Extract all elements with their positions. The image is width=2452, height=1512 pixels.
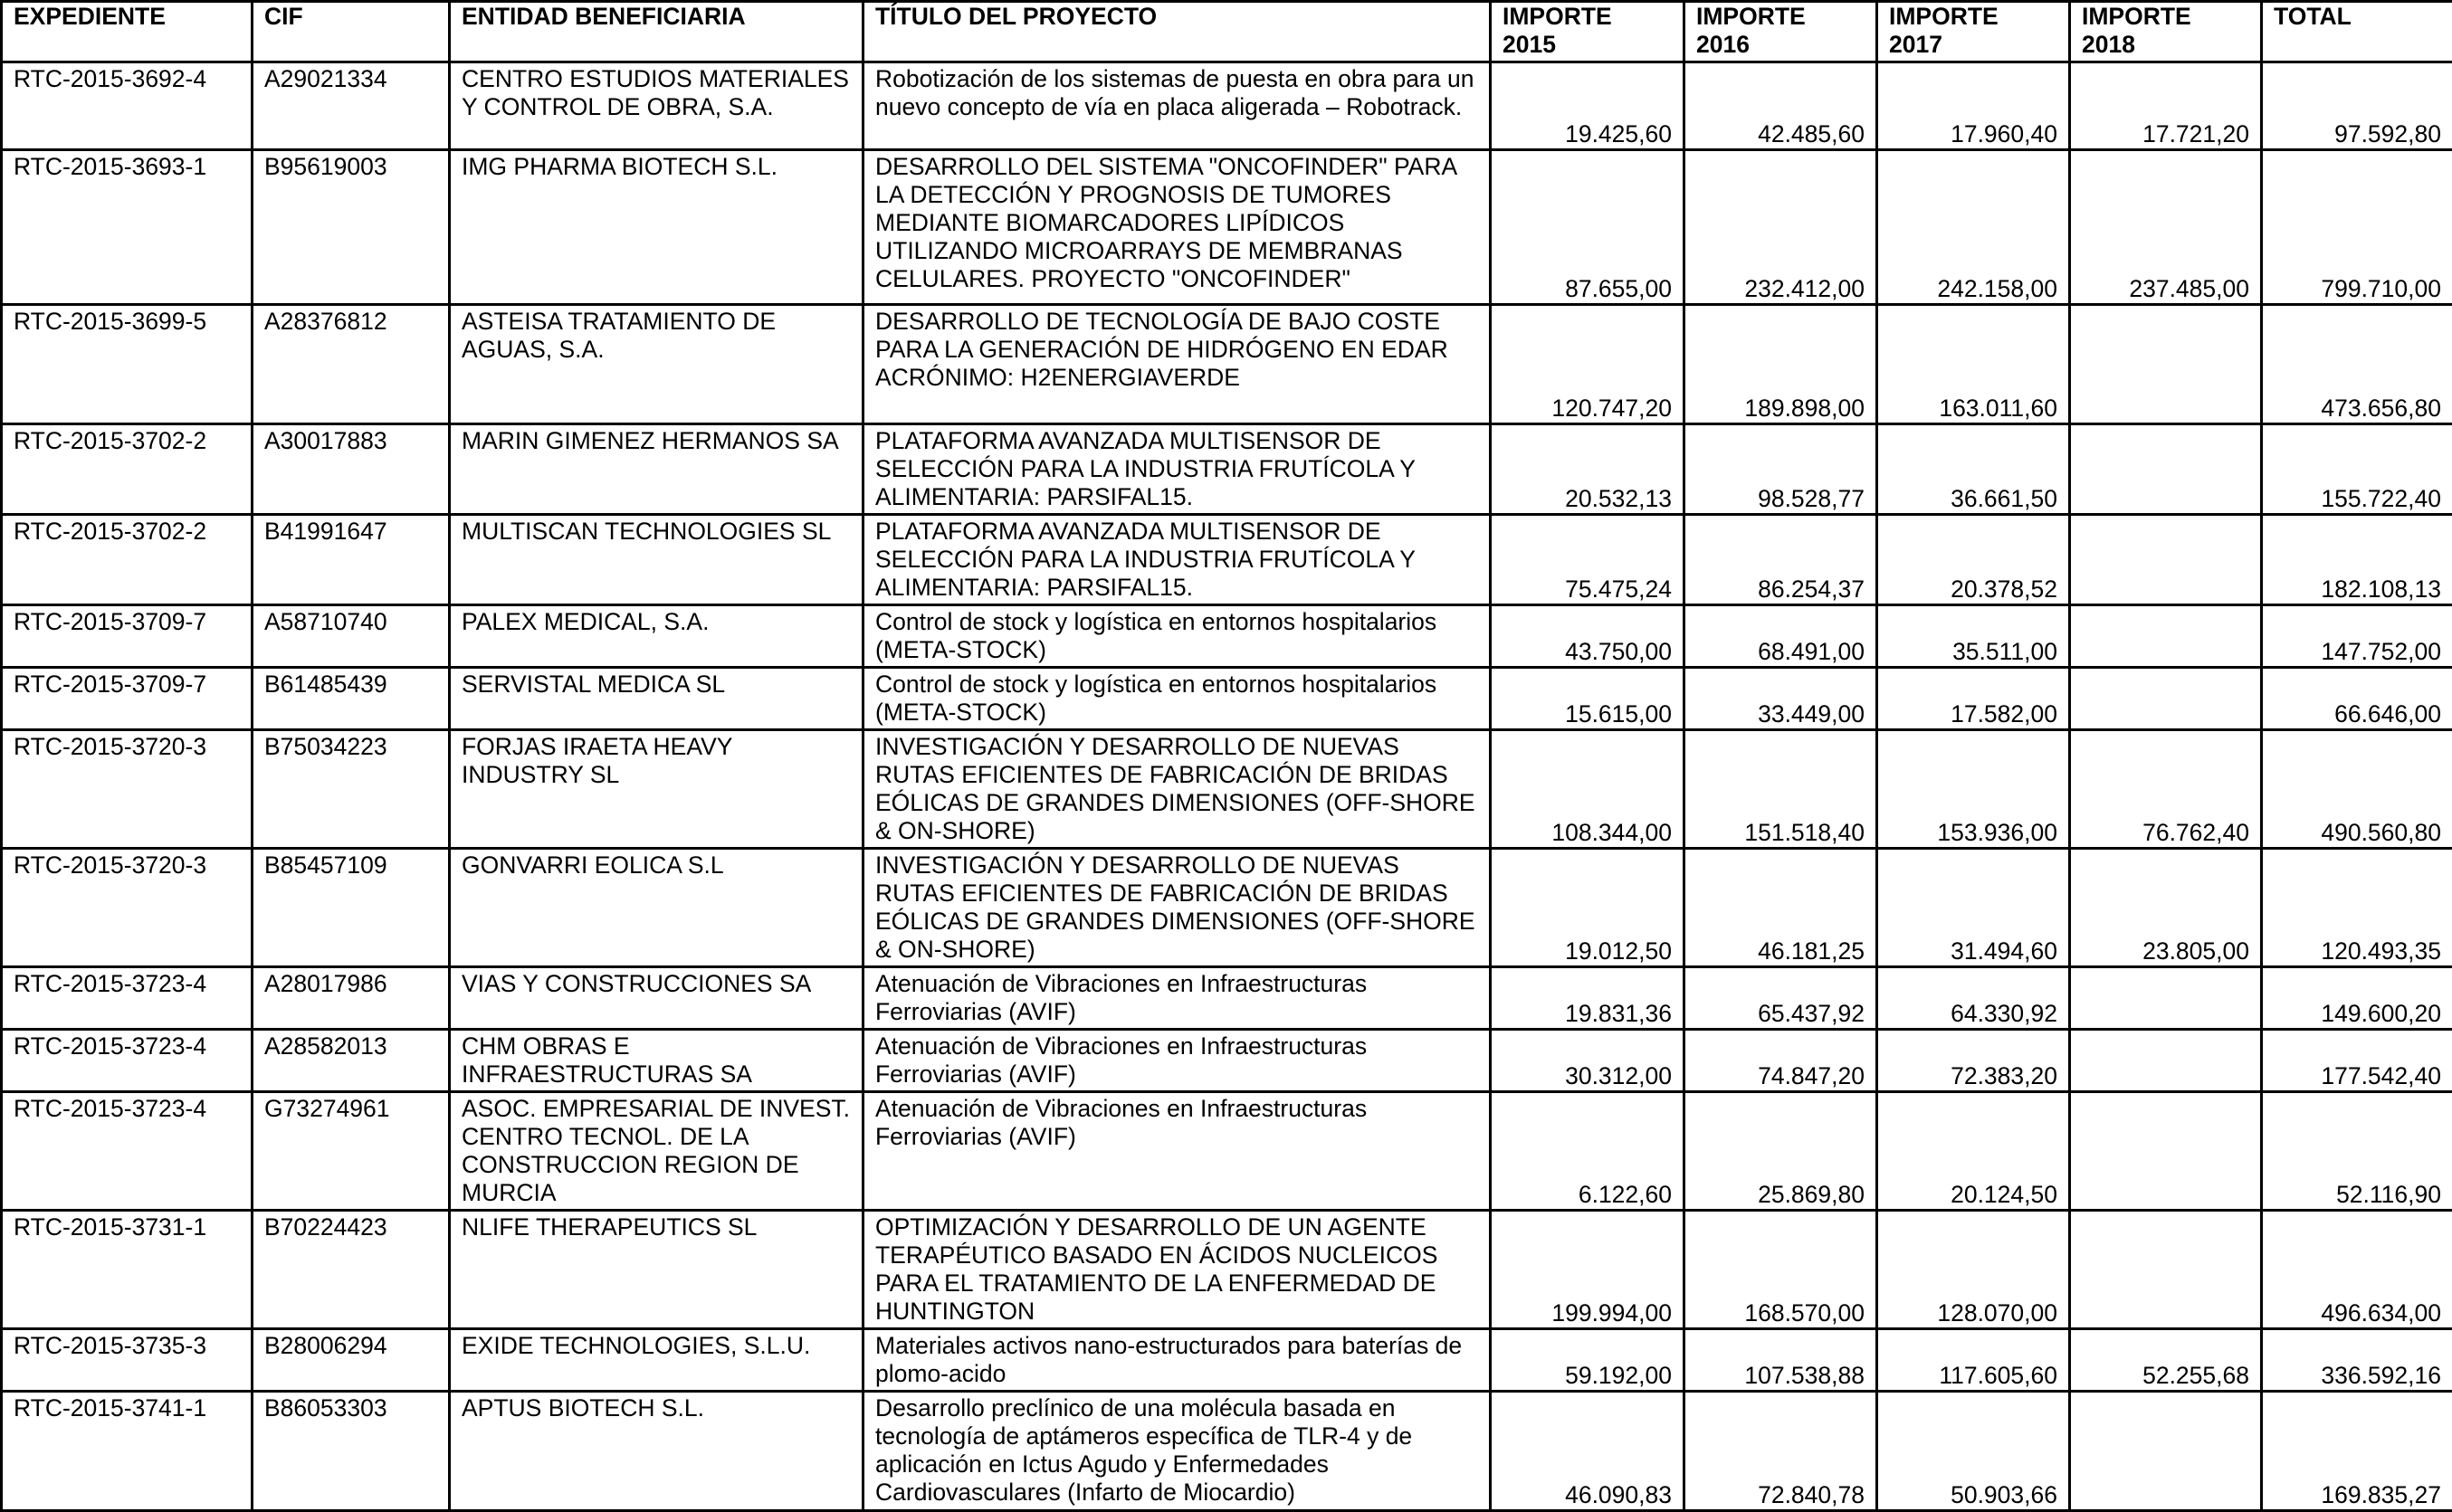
entidad-cell: CHM OBRAS E INFRAESTRUCTURAS SA (450, 1030, 863, 1092)
total-cell: 336.592,16 (2262, 1329, 2452, 1392)
importe-2015-cell: 30.312,00 (1491, 1030, 1684, 1092)
cif-cell: A28376812 (253, 305, 450, 424)
titulo-cell: INVESTIGACIÓN Y DESARROLLO DE NUEVAS RUTAS EFICIENTES DE FABRICACIÓN DE BRIDAS EÓLICAS DE GRANDES DIMENSIONES (OFF-SHORE & ON-SHORE) (863, 730, 1491, 849)
cif-cell: A58710740 (253, 605, 450, 668)
importe-2017-cell: 153.936,00 (1877, 730, 2070, 849)
total-cell: 177.542,40 (2262, 1030, 2452, 1092)
titulo-cell: Materiales activos nano-estructurados para baterías de plomo-acido (863, 1329, 1491, 1392)
importe-2015-cell: 199.994,00 (1491, 1211, 1684, 1329)
cif-cell: A30017883 (253, 424, 450, 515)
header-importe-2015: IMPORTE 2015 (1491, 2, 1684, 62)
entidad-cell: ASOC. EMPRESARIAL DE INVEST. CENTRO TECNOL. DE LA CONSTRUCCION REGION DE MURCIA (450, 1092, 863, 1211)
importe-2017-cell: 128.070,00 (1877, 1211, 2070, 1329)
importe-2016-cell: 168.570,00 (1684, 1211, 1877, 1329)
entidad-cell: MULTISCAN TECHNOLOGIES SL (450, 515, 863, 605)
total-cell: 496.634,00 (2262, 1211, 2452, 1329)
importe-2018-cell: 23.805,00 (2070, 849, 2262, 967)
importe-2016-cell: 46.181,25 (1684, 849, 1877, 967)
entidad-cell: CENTRO ESTUDIOS MATERIALES Y CONTROL DE OBRA, S.A. (450, 62, 863, 150)
cif-cell: A29021334 (253, 62, 450, 150)
importe-2016-cell: 33.449,00 (1684, 668, 1877, 730)
importe-2018-cell (2070, 1211, 2262, 1329)
entidad-cell: GONVARRI EOLICA S.L (450, 849, 863, 967)
titulo-cell: Control de stock y logística en entornos hospitalarios (META-STOCK) (863, 605, 1491, 668)
importe-2015-cell: 43.750,00 (1491, 605, 1684, 668)
importe-2017-cell: 20.124,50 (1877, 1092, 2070, 1211)
importe-2018-cell: 237.485,00 (2070, 150, 2262, 305)
cif-cell: A28582013 (253, 1030, 450, 1092)
importe-2018-cell (2070, 424, 2262, 515)
expediente-cell: RTC-2015-3702-2 (2, 424, 253, 515)
total-cell: 147.752,00 (2262, 605, 2452, 668)
expediente-cell: RTC-2015-3702-2 (2, 515, 253, 605)
importe-2015-cell: 120.747,20 (1491, 305, 1684, 424)
importe-2015-cell: 15.615,00 (1491, 668, 1684, 730)
importe-2017-cell: 31.494,60 (1877, 849, 2070, 967)
importe-2018-cell (2070, 967, 2262, 1030)
titulo-cell: Desarrollo preclínico de una molécula basada en tecnología de aptámeros específica de TLR-4 y de aplicación en Ictus Agudo y Enfermedades Cardiovasculares (Infarto de Miocardio) (863, 1392, 1491, 1511)
total-cell: 473.656,80 (2262, 305, 2452, 424)
header-total: TOTAL (2262, 2, 2452, 62)
table-body (2, 62, 2452, 1511)
importe-2018-cell (2070, 1392, 2262, 1511)
table-row (2, 515, 2452, 605)
expediente-cell: RTC-2015-3709-7 (2, 605, 253, 668)
importe-2017-cell: 50.903,66 (1877, 1392, 2070, 1511)
cif-cell: B70224423 (253, 1211, 450, 1329)
table-row (2, 424, 2452, 515)
importe-2017-cell: 36.661,50 (1877, 424, 2070, 515)
titulo-cell: Control de stock y logística en entornos hospitalarios (META-STOCK) (863, 668, 1491, 730)
titulo-cell: PLATAFORMA AVANZADA MULTISENSOR DE SELECCIÓN PARA LA INDUSTRIA FRUTÍCOLA Y ALIMENTARIA: PARSIFAL15. (863, 515, 1491, 605)
total-cell: 182.108,13 (2262, 515, 2452, 605)
header-importe-2018: IMPORTE 2018 (2070, 2, 2262, 62)
importe-2017-cell: 242.158,00 (1877, 150, 2070, 305)
total-cell: 97.592,80 (2262, 62, 2452, 150)
importe-2018-cell (2070, 605, 2262, 668)
importe-2016-cell: 86.254,37 (1684, 515, 1877, 605)
expediente-cell: RTC-2015-3723-4 (2, 967, 253, 1030)
importe-2015-cell: 59.192,00 (1491, 1329, 1684, 1392)
table-row (2, 1211, 2452, 1329)
importe-2016-cell: 98.528,77 (1684, 424, 1877, 515)
titulo-cell: Robotización de los sistemas de puesta en obra para un nuevo concepto de vía en placa aligerada – Robotrack. (863, 62, 1491, 150)
importe-2017-cell: 20.378,52 (1877, 515, 2070, 605)
entidad-cell: ASTEISA TRATAMIENTO DE AGUAS, S.A. (450, 305, 863, 424)
importe-2015-cell: 6.122,60 (1491, 1092, 1684, 1211)
importe-2015-cell: 19.012,50 (1491, 849, 1684, 967)
importe-2017-cell: 72.383,20 (1877, 1030, 2070, 1092)
expediente-cell: RTC-2015-3720-3 (2, 849, 253, 967)
importe-2017-cell: 35.511,00 (1877, 605, 2070, 668)
header-titulo: TÍTULO DEL PROYECTO (863, 2, 1491, 62)
cif-cell: B41991647 (253, 515, 450, 605)
titulo-cell: Atenuación de Vibraciones en Infraestructuras Ferroviarias (AVIF) (863, 967, 1491, 1030)
importe-2017-cell: 17.960,40 (1877, 62, 2070, 150)
importe-2018-cell: 17.721,20 (2070, 62, 2262, 150)
cif-cell: B61485439 (253, 668, 450, 730)
importe-2016-cell: 107.538,88 (1684, 1329, 1877, 1392)
importe-2015-cell: 108.344,00 (1491, 730, 1684, 849)
table-row (2, 849, 2452, 967)
total-cell: 155.722,40 (2262, 424, 2452, 515)
entidad-cell: IMG PHARMA BIOTECH S.L. (450, 150, 863, 305)
importe-2015-cell: 19.831,36 (1491, 967, 1684, 1030)
header-importe-2017: IMPORTE 2017 (1877, 2, 2070, 62)
importe-2018-cell (2070, 515, 2262, 605)
table-row (2, 1030, 2452, 1092)
titulo-cell: Atenuación de Vibraciones en Infraestructuras Ferroviarias (AVIF) (863, 1030, 1491, 1092)
expediente-cell: RTC-2015-3699-5 (2, 305, 253, 424)
entidad-cell: NLIFE THERAPEUTICS SL (450, 1211, 863, 1329)
table-row (2, 668, 2452, 730)
expediente-cell: RTC-2015-3735-3 (2, 1329, 253, 1392)
entidad-cell: VIAS Y CONSTRUCCIONES SA (450, 967, 863, 1030)
importe-2018-cell (2070, 1092, 2262, 1211)
expediente-cell: RTC-2015-3709-7 (2, 668, 253, 730)
cif-cell: G73274961 (253, 1092, 450, 1211)
header-cif: CIF (253, 2, 450, 62)
table-row (2, 1329, 2452, 1392)
expediente-cell: RTC-2015-3723-4 (2, 1092, 253, 1211)
expediente-cell: RTC-2015-3723-4 (2, 1030, 253, 1092)
importe-2018-cell (2070, 1030, 2262, 1092)
total-cell: 799.710,00 (2262, 150, 2452, 305)
table-row (2, 967, 2452, 1030)
cif-cell: B75034223 (253, 730, 450, 849)
total-cell: 52.116,90 (2262, 1092, 2452, 1211)
importe-2017-cell: 117.605,60 (1877, 1329, 2070, 1392)
importe-2016-cell: 42.485,60 (1684, 62, 1877, 150)
table-row (2, 150, 2452, 305)
table-row (2, 1092, 2452, 1211)
importe-2016-cell: 151.518,40 (1684, 730, 1877, 849)
importe-2016-cell: 74.847,20 (1684, 1030, 1877, 1092)
total-cell: 169.835,27 (2262, 1392, 2452, 1511)
entidad-cell: PALEX MEDICAL, S.A. (450, 605, 863, 668)
entidad-cell: SERVISTAL MEDICA SL (450, 668, 863, 730)
importe-2016-cell: 72.840,78 (1684, 1392, 1877, 1511)
importe-2016-cell: 189.898,00 (1684, 305, 1877, 424)
importe-2015-cell: 19.425,60 (1491, 62, 1684, 150)
header-row (2, 2, 2452, 62)
importe-2016-cell: 68.491,00 (1684, 605, 1877, 668)
importe-2016-cell: 25.869,80 (1684, 1092, 1877, 1211)
table-row (2, 62, 2452, 150)
importe-2017-cell: 17.582,00 (1877, 668, 2070, 730)
importe-2015-cell: 20.532,13 (1491, 424, 1684, 515)
importe-2018-cell (2070, 668, 2262, 730)
entidad-cell: EXIDE TECHNOLOGIES, S.L.U. (450, 1329, 863, 1392)
titulo-cell: INVESTIGACIÓN Y DESARROLLO DE NUEVAS RUTAS EFICIENTES DE FABRICACIÓN DE BRIDAS EÓLICAS DE GRANDES DIMENSIONES (OFF-SHORE & ON-SHORE) (863, 849, 1491, 967)
total-cell: 66.646,00 (2262, 668, 2452, 730)
importe-2015-cell: 87.655,00 (1491, 150, 1684, 305)
table-row (2, 605, 2452, 668)
expediente-cell: RTC-2015-3692-4 (2, 62, 253, 150)
importe-2015-cell: 75.475,24 (1491, 515, 1684, 605)
importe-2018-cell (2070, 305, 2262, 424)
table-row (2, 305, 2452, 424)
titulo-cell: PLATAFORMA AVANZADA MULTISENSOR DE SELECCIÓN PARA LA INDUSTRIA FRUTÍCOLA Y ALIMENTARIA: PARSIFAL15. (863, 424, 1491, 515)
importe-2017-cell: 163.011,60 (1877, 305, 2070, 424)
table-header (2, 2, 2452, 62)
cif-cell: B86053303 (253, 1392, 450, 1511)
cif-cell: B28006294 (253, 1329, 450, 1392)
table-row (2, 1392, 2452, 1511)
total-cell: 120.493,35 (2262, 849, 2452, 967)
table-row (2, 730, 2452, 849)
importe-2015-cell: 46.090,83 (1491, 1392, 1684, 1511)
entidad-cell: MARIN GIMENEZ HERMANOS SA (450, 424, 863, 515)
importe-2017-cell: 64.330,92 (1877, 967, 2070, 1030)
expediente-cell: RTC-2015-3720-3 (2, 730, 253, 849)
importe-2018-cell: 76.762,40 (2070, 730, 2262, 849)
total-cell: 149.600,20 (2262, 967, 2452, 1030)
titulo-cell: OPTIMIZACIÓN Y DESARROLLO DE UN AGENTE TERAPÉUTICO BASADO EN ÁCIDOS NUCLEICOS PARA EL TRATAMIENTO DE LA ENFERMEDAD DE HUNTINGTON (863, 1211, 1491, 1329)
importe-2016-cell: 232.412,00 (1684, 150, 1877, 305)
importe-2018-cell: 52.255,68 (2070, 1329, 2262, 1392)
header-expediente: EXPEDIENTE (2, 2, 253, 62)
importe-2016-cell: 65.437,92 (1684, 967, 1877, 1030)
cif-cell: A28017986 (253, 967, 450, 1030)
titulo-cell: DESARROLLO DEL SISTEMA "ONCOFINDER" PARA LA DETECCIÓN Y PROGNOSIS DE TUMORES MEDIANTE BIOMARCADORES LIPÍDICOS UTILIZANDO MICROARRAYS DE MEMBRANAS CELULARES. PROYECTO "ONCOFINDER" (863, 150, 1491, 305)
entidad-cell: APTUS BIOTECH S.L. (450, 1392, 863, 1511)
cif-cell: B95619003 (253, 150, 450, 305)
total-cell: 490.560,80 (2262, 730, 2452, 849)
expediente-cell: RTC-2015-3693-1 (2, 150, 253, 305)
titulo-cell: DESARROLLO DE TECNOLOGÍA DE BAJO COSTE PARA LA GENERACIÓN DE HIDRÓGENO EN EDAR ACRÓNIMO: H2ENERGIAVERDE (863, 305, 1491, 424)
entidad-cell: FORJAS IRAETA HEAVY INDUSTRY SL (450, 730, 863, 849)
header-importe-2016: IMPORTE 2016 (1684, 2, 1877, 62)
cif-cell: B85457109 (253, 849, 450, 967)
expediente-cell: RTC-2015-3731-1 (2, 1211, 253, 1329)
titulo-cell: Atenuación de Vibraciones en Infraestructuras Ferroviarias (AVIF) (863, 1092, 1491, 1211)
expediente-cell: RTC-2015-3741-1 (2, 1392, 253, 1511)
header-entidad: ENTIDAD BENEFICIARIA (450, 2, 863, 62)
